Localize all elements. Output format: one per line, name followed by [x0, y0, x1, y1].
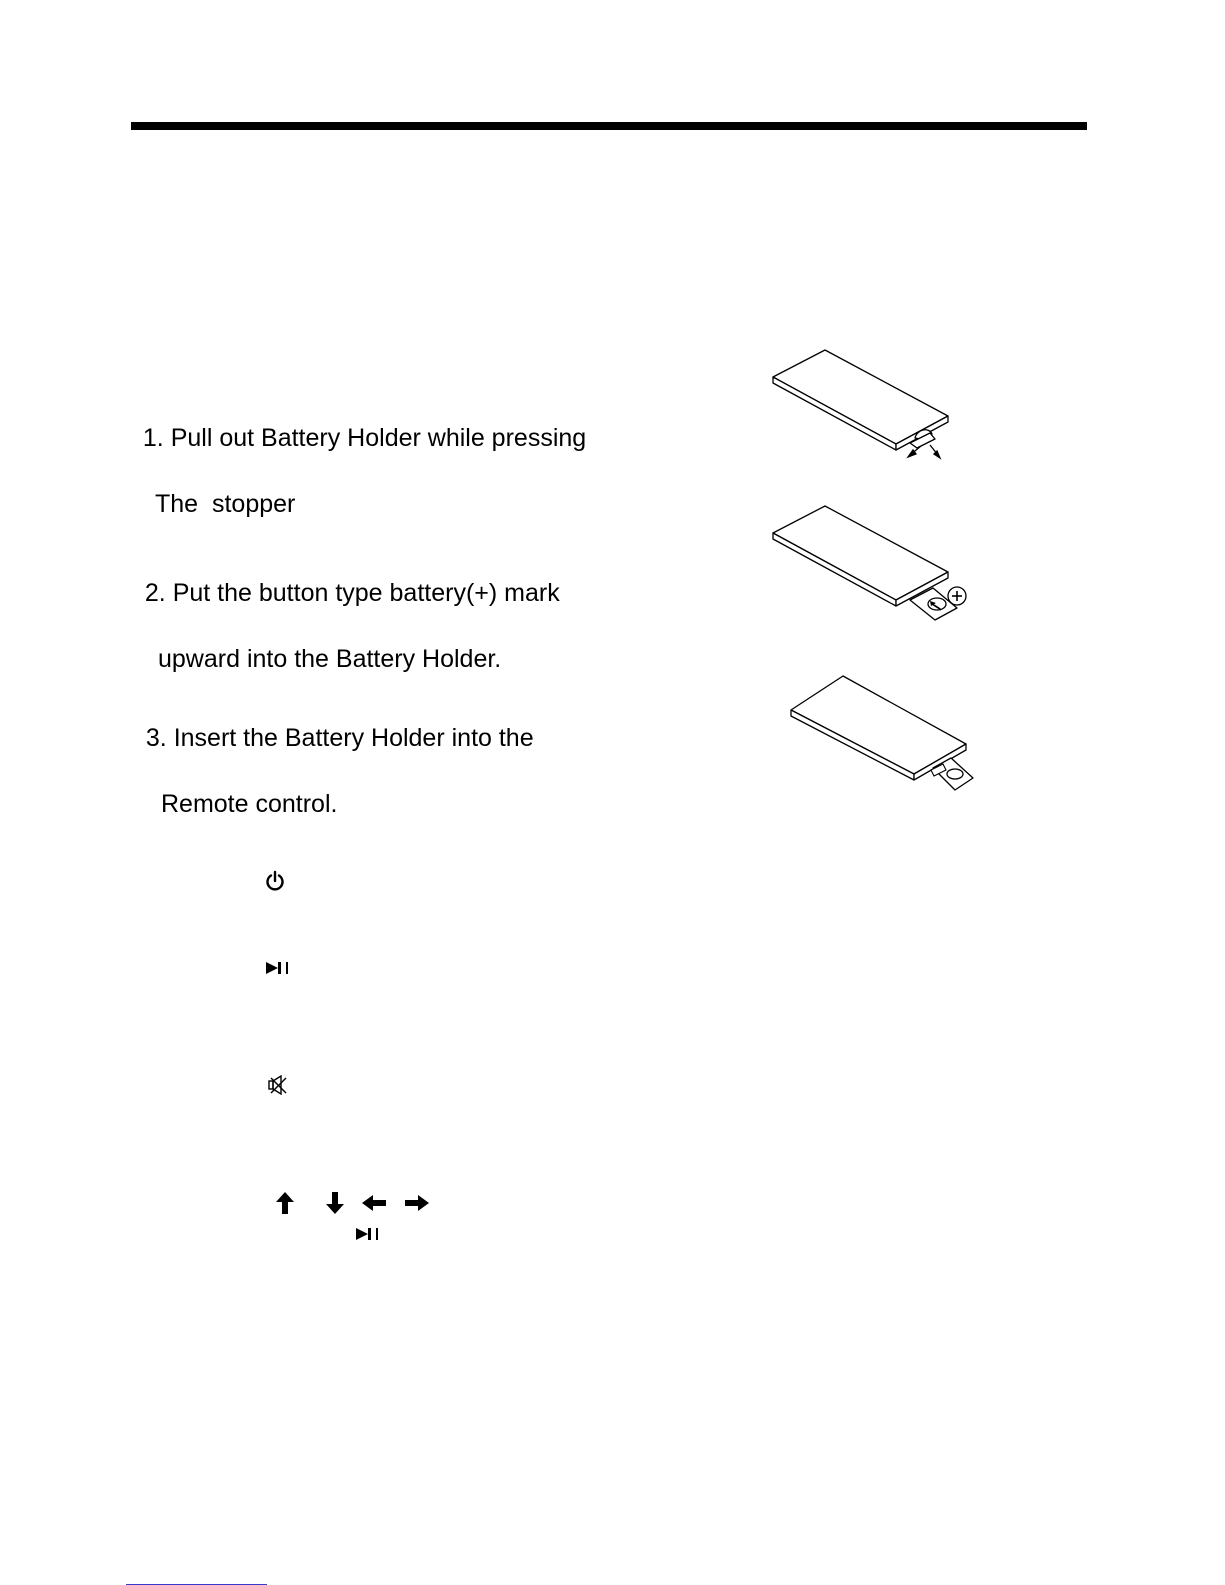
left-arrow-icon [362, 1195, 386, 1211]
up-arrow-icon [276, 1192, 294, 1214]
play-pause-icon [265, 961, 291, 975]
play-pause-icon [355, 1227, 381, 1241]
step-1-text [129, 389, 586, 554]
mute-icon [267, 1075, 287, 1095]
step-2-line-2: upward into the Battery Holder. [158, 645, 502, 673]
step-3-text [132, 689, 534, 854]
remote-insert-battery-illustration [765, 500, 975, 625]
right-arrow-icon [405, 1195, 429, 1211]
step-1-line-1: 1. Pull out Battery Holder while pressing [142, 424, 587, 452]
header-rule [131, 122, 1087, 130]
remote-insert-holder-illustration [783, 670, 983, 798]
down-arrow-icon [326, 1192, 344, 1214]
power-icon [264, 870, 286, 892]
step-2-line-1: 2. Put the button type battery(+) mark [144, 579, 560, 607]
remote-pull-out-holder-illustration [765, 345, 955, 470]
step-3-line-2: Remote control. [161, 790, 338, 818]
step-1-line-2: The stopper [155, 490, 296, 518]
step-3-line-1: 3. Insert the Battery Holder into the [145, 724, 534, 752]
step-2-text [131, 544, 560, 709]
